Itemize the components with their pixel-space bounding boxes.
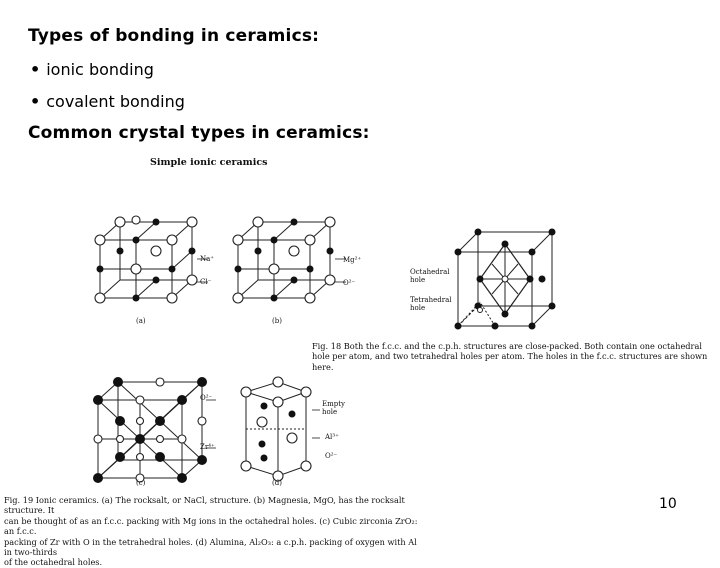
panel-c-label: (c) (136, 479, 146, 487)
heading-crystal-types: Common crystal types in ceramics: (28, 123, 370, 143)
page-number: 10 (659, 496, 677, 512)
rocksalt-structure-diagram (92, 212, 222, 330)
label-zr-ion: Zr⁴⁺ (200, 443, 215, 451)
label-o-ion: O²⁻ (343, 279, 356, 287)
label-o-ion-alumina: O²⁻ (325, 452, 338, 460)
heading-bonding-types: Types of bonding in ceramics: (28, 26, 320, 46)
bullet-covalent-label: covalent bonding (46, 92, 185, 111)
label-empty-hole: Empty hole (322, 400, 345, 416)
label-cl-ion: Cl⁻ (200, 278, 212, 286)
bullet-dot: • (30, 60, 41, 79)
bullet-ionic-label: ionic bonding (46, 60, 154, 79)
label-al-ion: Al³⁺ (325, 433, 339, 441)
caption-line: packing of Zr with O in the tetrahedral holes. (d) Alumina, Al₂O₃: a c.p.h. packing of oxygen with Al in two-thirds (4, 536, 417, 558)
panel-a-label: (a) (136, 317, 146, 325)
fcc-holes-diagram (450, 222, 560, 334)
bullet-dot: • (30, 92, 41, 111)
panel-d-label: (d) (272, 479, 282, 487)
alumina-structure-diagram (232, 378, 322, 483)
magnesia-structure-diagram (230, 212, 360, 330)
label-na-ion: Na⁺ (200, 255, 214, 263)
holes-caption: Fig. 18 Both the f.c.c. and the c.p.h. structures are close-packed. Both contain one octahedral hole per atom, and two tetrahedral holes per atom. The holes in the f.c.c. structures are shown here. (312, 341, 708, 372)
caption-line: Fig. 19 Ionic ceramics. (a) The rocksalt, or NaCl, structure. (b) Magnesia, MgO, has the rocksalt structure. It (4, 495, 405, 516)
label-mg-ion: Mg²⁺ (343, 256, 362, 264)
bullet-covalent (30, 92, 185, 111)
panel-b-label: (b) (272, 317, 282, 325)
figure-title: Simple ionic ceramics (150, 157, 268, 168)
label-tetrahedral-hole: Tetrahedral hole (410, 296, 452, 312)
bullet-ionic (30, 60, 154, 79)
main-caption (4, 495, 424, 568)
caption-line: of the octahedral holes. (4, 557, 103, 568)
caption-line: can be thought of as an f.c.c. packing with Mg ions in the octahedral holes. (c) Cubic zirconia ZrO₂: an f.c.c. (4, 515, 418, 537)
label-o-ion-zirconia: O²⁻ (200, 394, 213, 402)
label-octahedral-hole: Octahedral hole (410, 268, 450, 284)
